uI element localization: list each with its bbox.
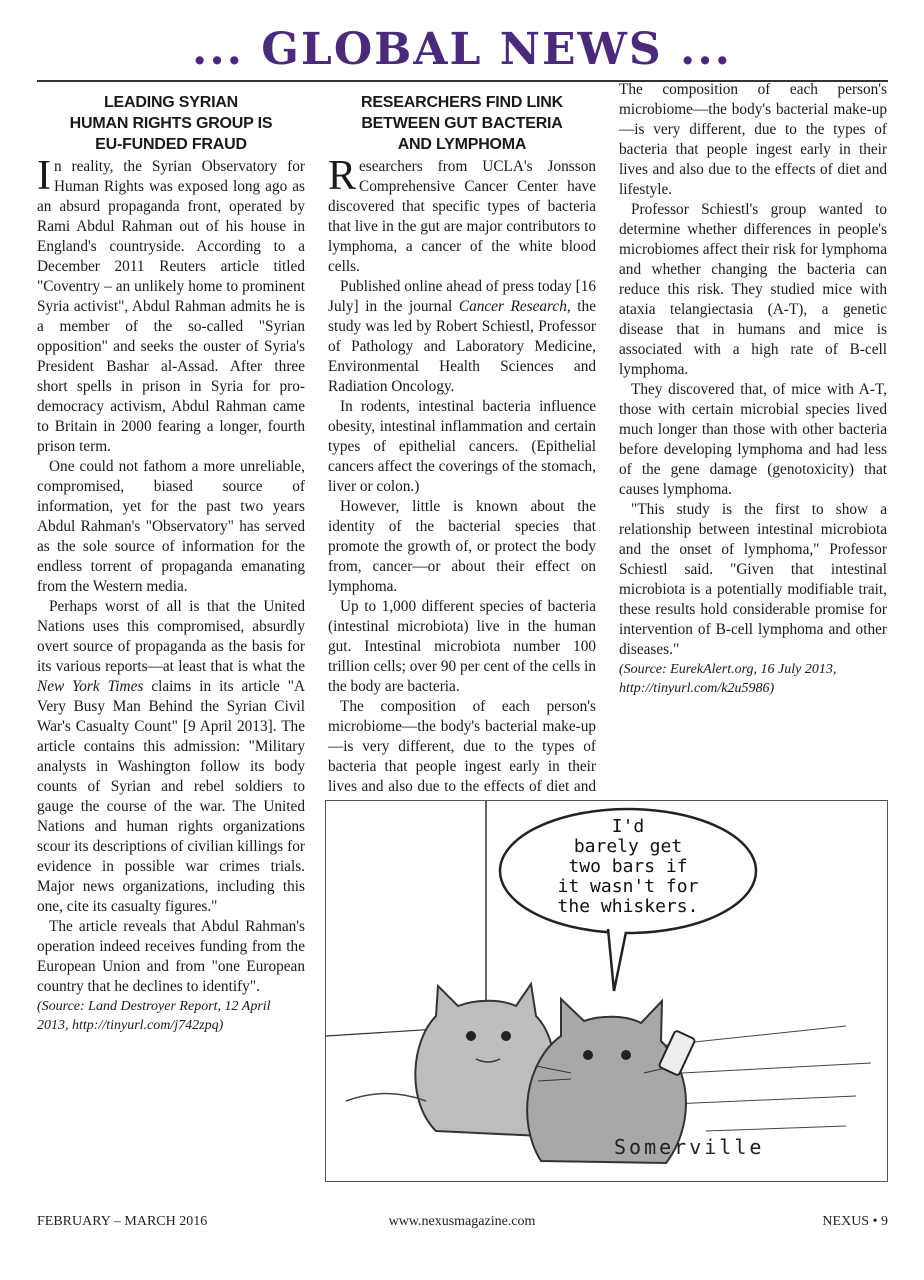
cartoonist-signature: Somerville (614, 1135, 765, 1159)
paragraph-text: claims in its article "A Very Busy Man Behind the Syrian Civil War's Casualty Count" [9 April 2013]. The article contains this admission: "Military analysts in Washington follow its body counts of Syrian and rebel soldiers to gauge the course of the war. The United Nations and human rights organizations scour its descriptions of civilian killings for evidence in possible war crimes trials. Major news organizations, including this one, cite its casualty figures." (37, 678, 305, 915)
publication-name: New York Times (37, 678, 144, 695)
speech-line: the whiskers. (557, 896, 699, 917)
article1-paragraph: One could not fathom a more unreliable, compromised, biased source of information, yet for the past two years Abdul Rahman's "Observatory" has served as the sole source of information for the endless torrent of propaganda emanating from the Western media. (37, 458, 305, 595)
article-gut-bacteria (328, 92, 596, 795)
headline-line: HUMAN RIGHTS GROUP IS (69, 115, 273, 132)
paragraph-text: Perhaps worst of all is that the United Nations uses this compromised, absurdly overt source of propaganda as the basis for its various reports—at least that is what the (37, 598, 305, 675)
headline-line: AND LYMPHOMA (397, 136, 527, 153)
article-syrian-observatory (37, 92, 305, 1035)
article2-paragraph: However, little is known about the identity of the bacterial species that promote the growth of, or protect the body from, cancer—or about their effect on lymphoma. (328, 498, 596, 595)
headline-line: EU-FUNDED FRAUD (95, 136, 247, 153)
article2-paragraph: Professor Schiestl's group wanted to determine whether differences in people's microbiomes affect their risk for lymphoma and whether changing the bacteria can reduce this risk. They studied mice with ataxia telangiectasia (A-T), a genetic disease that in humans and mice is associated with a high rate of B-cell lymphoma. (619, 201, 887, 378)
article2-paragraph (619, 80, 887, 200)
article-gut-bacteria-continued (619, 81, 887, 698)
paragraph-text: Published online ahead of press today [16 July] in the journal (328, 278, 596, 315)
paragraph-text: n reality, the Syrian Observatory for Human Rights was exposed long ago as an absurd propaganda front, operated by Rami Abdul Rahman out of his house in England's countryside. According to a December 2011 Reuters article titled "Coventry – an unlikely home to prominent Syria activist", Abdul Rahman admits he is a member of the so-called "Syrian opposition" and seeks the ouster of Syria's President Bashar al-Assad. After three short spells in prison in Syria for pro-democracy activism, Abdul Rahman came to Britain in 2000 fearing a longer, fourth prison term. (37, 158, 305, 455)
article1-source: (Source: Land Destroyer Report, 12 April 2013, http://tinyurl.com/j742zpq) (37, 999, 271, 1033)
speech-line: I'd (611, 816, 645, 837)
journal-name: Cancer Research (458, 298, 567, 315)
headline-line: BETWEEN GUT BACTERIA (361, 115, 563, 132)
article2-paragraph: Up to 1,000 different species of bacteria (intestinal microbiota) live in the human gut. Intestinal microbiota number 100 trillion cells; over 90 per cent of the cells in the body are bacteria. (328, 598, 596, 695)
cartoon (325, 800, 888, 1182)
speech-line: it wasn't for (557, 876, 699, 897)
article1-paragraph (37, 597, 305, 917)
speech-line: barely get (573, 836, 683, 857)
paragraph-text: esearchers from UCLA's Jonsson Comprehensive Cancer Center have discovered that specific types of bacteria that live in the gut are major contributors to lymphoma, a cancer of the white blood cells. (328, 158, 596, 275)
continued-text: The composition of each person's microbiome—the body's bacterial make-up—is very different, due to the types of bacteria that people ingest early in their lives and also due to the effects of diet and lifestyle. (619, 81, 887, 198)
dropcap: I (37, 153, 51, 199)
footer-date: FEBRUARY – MARCH 2016 (37, 1214, 208, 1229)
headline-line: LEADING SYRIAN (103, 94, 239, 111)
article2-source: (Source: EurekAlert.org, 16 July 2013, http://tinyurl.com/k2u5986) (619, 662, 837, 696)
section-title: ... GLOBAL NEWS ... (192, 24, 732, 75)
footer-page-number: NEXUS • 9 (822, 1214, 888, 1229)
article2-paragraph: They discovered that, of mice with A-T, those with certain microbial species lived much longer than those with other bacteria before developing lymphoma and had less of the gene damage (genotoxicity) that causes lymphoma. (619, 381, 887, 498)
article1-paragraph (37, 153, 305, 457)
article2-paragraph (328, 153, 596, 277)
article2-paragraph: In rodents, intestinal bacteria influence obesity, intestinal inflammation and certain types of epithelial cancers. (Epithelial cancers affect the coverings of the stomach, liver or colon.) (328, 398, 596, 495)
article2-headline (328, 92, 596, 155)
article2-paragraph: "This study is the first to show a relationship between intestinal microbiota and the onset of lymphoma," Professor Schiestl said. "Given that intestinal microbiota is a potentially modifiable trait, these results hold considerable promise for intervention of B-cell lymphoma and other diseases." (619, 501, 887, 658)
headline-line: RESEARCHERS FIND LINK (360, 94, 564, 111)
speech-line: two bars if (568, 856, 688, 877)
dropcap: R (328, 153, 357, 199)
footer-website: www.nexusmagazine.com (388, 1214, 536, 1229)
article1-headline (37, 92, 305, 155)
paragraph-text: , the study was led by Robert Schiestl, Professor of Pathology and Laboratory Medicine, Environmental Health Sciences and Radiation Oncology. (328, 298, 596, 395)
article1-paragraph: The article reveals that Abdul Rahman's operation indeed receives funding from the European Union and from "one European country that he declines to identify". (37, 918, 305, 995)
speech-balloon-text (521, 817, 735, 917)
article2-paragraph: The composition of each person's microbiome—the body's bacterial make-up—is very different, due to the types of bacteria that people ingest early in their lives and also due to the effects of diet and (328, 698, 596, 795)
article2-paragraph (328, 277, 596, 397)
